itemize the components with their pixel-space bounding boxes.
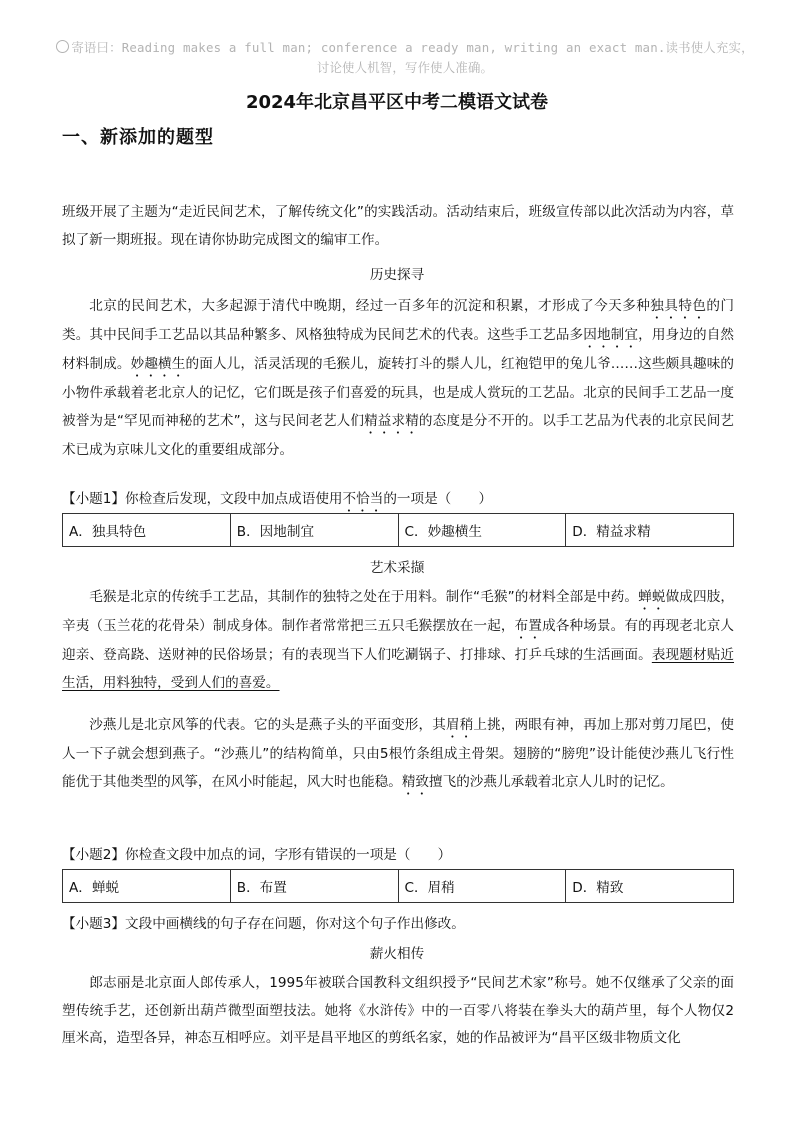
question-2-label: 【小题2】你检查文段中加点的词，字形有错误的一项是（ ）	[62, 847, 452, 863]
option-b[interactable]: B．布置	[230, 870, 398, 903]
section-heading: 一、新添加的题型	[62, 127, 214, 148]
part3-heading: 薪火相传	[369, 946, 425, 962]
option-a[interactable]: A．蝉蜕	[63, 870, 231, 903]
part2-paragraph-1: 毛猴是北京的传统手工艺品，其制作的独特之处在于用料。制作“毛猴”的材料全部是中药。蝉蜕做成四肢，辛夷（玉兰花的花骨朵）制成身体。制作者常常把三五只毛猴摆放在一起，布置成各种场景。有的再现老北京人迎亲、登高跷、送财神的民俗场景；有的表现当下人们吃涮锅子、打排球、打乒乓球的生活画面。表现题材贴近生活，用料独特，受到人们的喜爱。	[62, 589, 735, 691]
part1-paragraph: 北京的民间艺术，大多起源于清代中晚期，经过一百多年的沉淀和积累，才形成了今天多种独具特色的门类。其中民间手工艺品以其品种繁多、风格独特成为民间艺术的代表。这些手工艺品多因地制宜，用身边的自然材料制成。妙趣横生的面人儿，活灵活现的毛猴儿，旋转打斗的鬃人儿，红袍铠甲的兔儿爷……这些颇具趣味的小物件承载着老北京人的记忆，它们既是孩子们喜爱的玩具，也是成人赏玩的工艺品。北京的民间手工艺品一度被誉为是“罕见而神秘的艺术”，这与民间老艺人们精益求精的态度是分不开的。以手工艺品为代表的北京民间艺术已成为京味儿文化的重要组成部分。	[62, 298, 735, 458]
dotted-phrase: 因地制宜	[583, 327, 639, 343]
part2-paragraph-2: 沙燕儿是北京风筝的代表。它的头是燕子头的平面变形，其眉稍上挑，两眼有神，再加上那对剪刀尾巴，使人一下子就会想到燕子。“沙燕儿”的结构简单，只由5根竹条组成主骨架。翅膀的“膀兜”设计能使沙燕儿飞行性能优于其他类型的风筝，在风小时能起，风大时也能稳。精致擅飞的沙燕儿承载着北京人儿时的记忆。	[62, 717, 735, 790]
question-1-label: 【小题1】你检查后发现，文段中加点成语使用不恰当的一项是（ ）	[62, 491, 493, 507]
question-1-options	[62, 513, 734, 547]
page-title: 2024年北京昌平区中考二模语文试卷	[245, 92, 549, 113]
option-a[interactable]: A．独具特色	[63, 514, 231, 547]
dotted-phrase: 蝉蜕	[638, 589, 666, 605]
option-b[interactable]: B．因地制宜	[230, 514, 398, 547]
header-note-line2: 讨论使人机智，写作使人准确。	[316, 60, 494, 75]
question-2-options	[62, 869, 734, 903]
header-note	[40, 38, 770, 78]
part2-heading: 艺术采撷	[369, 560, 425, 576]
dotted-phrase: 妙趣横生	[130, 356, 186, 372]
dotted-phrase: 眉稍	[445, 717, 474, 733]
option-d[interactable]: D．精益求精	[566, 514, 734, 547]
underlined-sentence: 表现题材贴近生活，用料独特，受到人们的喜爱。	[62, 647, 735, 691]
option-d[interactable]: D．精致	[566, 870, 734, 903]
smile-icon	[56, 40, 69, 53]
part1-heading: 历史探寻	[369, 267, 425, 283]
dotted-phrase: 不恰当	[342, 491, 384, 507]
option-c[interactable]: C．眉稍	[398, 870, 566, 903]
question-3-label: 【小题3】文段中画横线的句子存在问题，你对这个句子作出修改。	[62, 916, 465, 932]
option-c[interactable]: C．妙趣横生	[398, 514, 566, 547]
dotted-phrase: 布置	[514, 618, 543, 634]
dotted-phrase: 精益求精	[364, 412, 419, 429]
part3-paragraph: 郎志丽是北京面人郎传承人，1995年被联合国教科文组织授予“民间艺术家”称号。她不仅继承了父亲的面塑传统手艺，还创新出葫芦微型面塑技法。她将《水浒传》中的一百零八将装在拳头大的葫芦里，每个人物仅2厘米高，造型各异，神态互相呼应。刘平是昌平地区的剪纸名家，她的作品被评为“昌平区级非物质文化	[62, 975, 734, 1046]
dotted-phrase: 独具特色	[650, 298, 707, 314]
header-note-line1: 寄语曰：Reading makes a full man; conference a ready man, writing an exact man.读书使人充实，	[40, 38, 770, 58]
dotted-phrase: 精致	[401, 773, 430, 790]
intro-paragraph: 班级开展了主题为“走近民间艺术，了解传统文化”的实践活动。活动结束后，班级宣传部以此次活动为内容，草拟了新一期班报。现在请你协助完成图文的编审工作。	[62, 204, 734, 248]
